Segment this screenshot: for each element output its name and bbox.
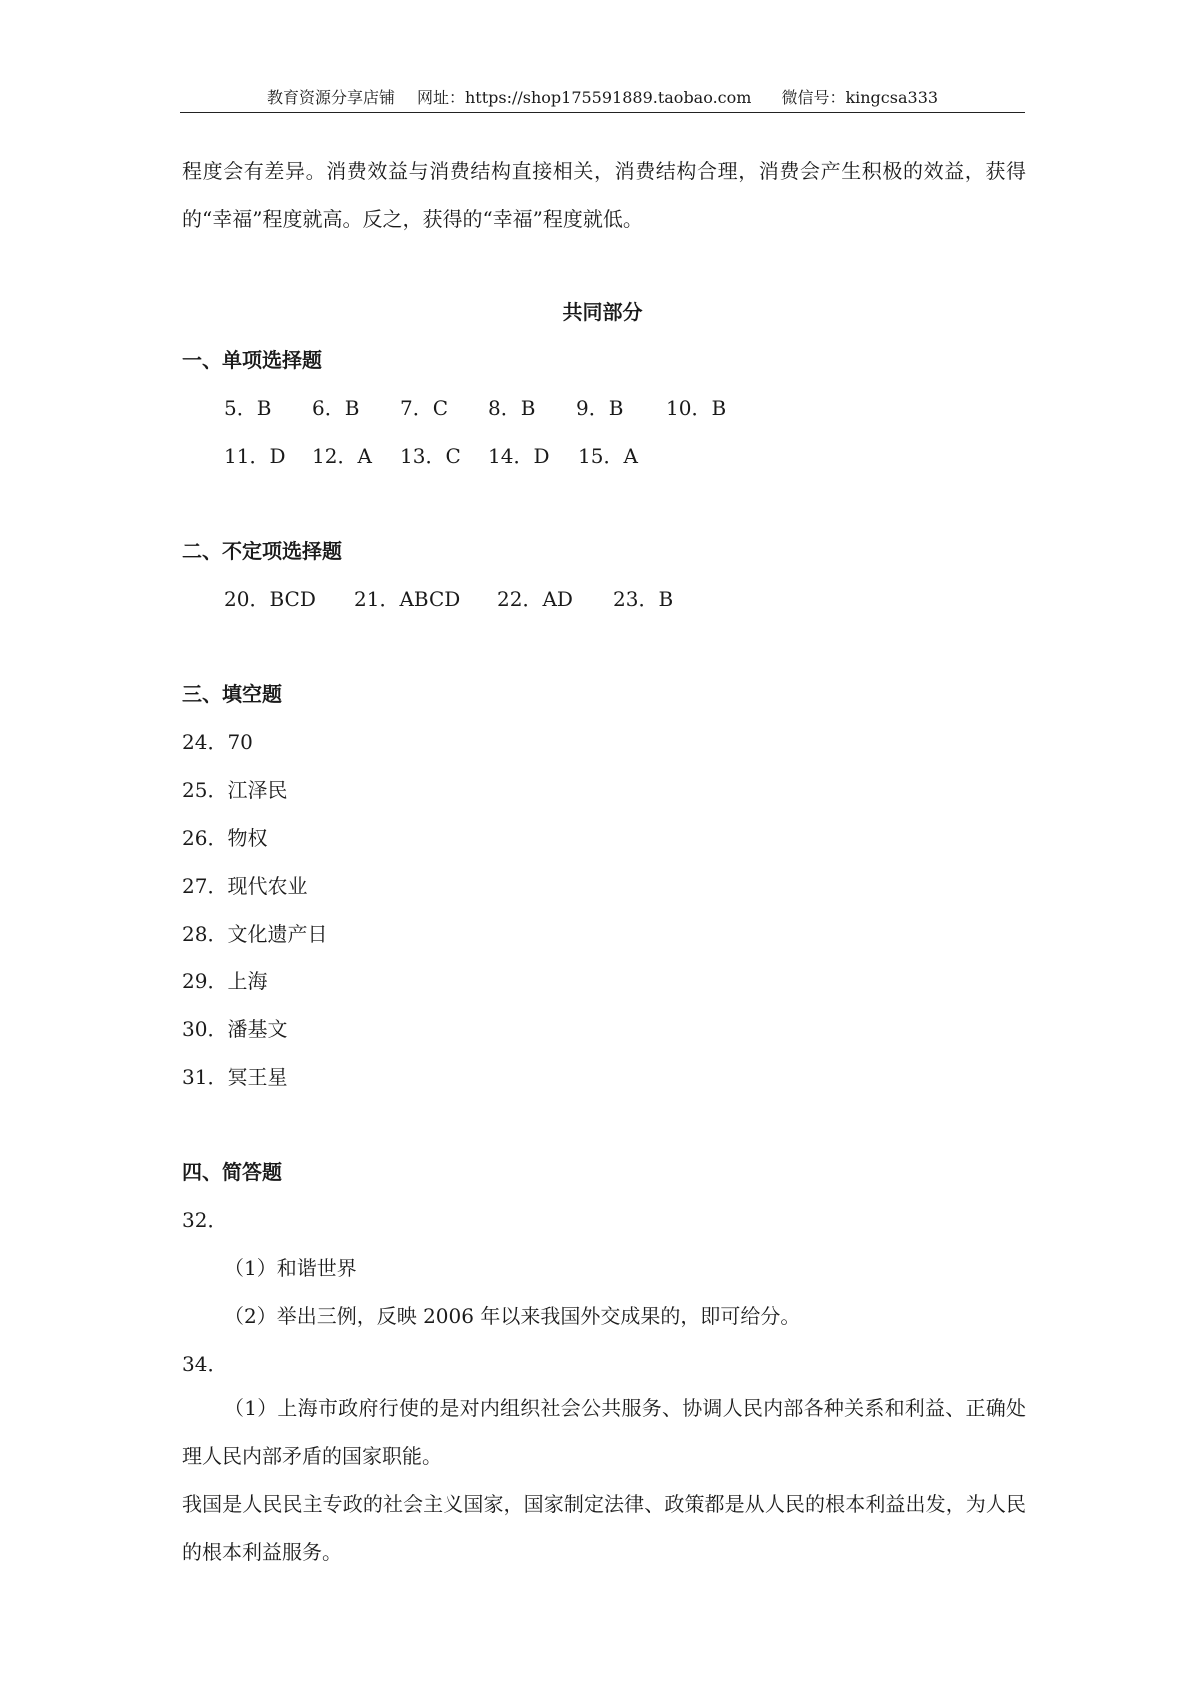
question-34-label: 34． [182, 1352, 228, 1376]
multi-choice-row-1 [224, 585, 673, 613]
answer-item: 13．C [400, 444, 461, 468]
answer-item: 8．B [488, 396, 536, 420]
fill-blank-heading: 三、填空题 [182, 682, 282, 706]
single-choice-row-2 [224, 442, 638, 470]
question-32-label: 32． [182, 1208, 228, 1232]
section-title: 共同部分 [562, 300, 643, 324]
answer-item: 23．B [613, 587, 674, 611]
intro-paragraph: 程度会有差异。消费效益与消费结构直接相关，消费结构合理，消费会产生积极的效益，获得的“幸福”程度就高。反之，获得的“幸福”程度就低。 [182, 159, 1026, 231]
single-choice-heading: 一、单项选择题 [182, 348, 322, 372]
answer-item: 11．D [224, 444, 286, 468]
answer-item: 15．A [578, 444, 638, 468]
single-choice-row-1 [224, 394, 726, 422]
answer-item: 10．B [666, 396, 727, 420]
multi-choice-heading: 二、不定项选择题 [182, 539, 342, 563]
answer-item: 21．ABCD [354, 587, 461, 611]
question-32-part-1: （1）和谐世界 [224, 1256, 357, 1280]
fill-blank-item: 31．冥王星 [182, 1065, 288, 1089]
fill-blank-item: 27．现代农业 [182, 874, 308, 898]
header-shop-name: 教育资源分享店铺 [266, 88, 395, 107]
answer-item: 22．AD [497, 587, 573, 611]
header-wechat-id: 微信号：kingcsa333 [781, 88, 939, 107]
short-answer-heading: 四、简答题 [182, 1160, 282, 1184]
answer-item: 14．D [488, 444, 550, 468]
fill-blank-item: 29．上海 [182, 969, 268, 993]
fill-blank-item: 25．江泽民 [182, 778, 288, 802]
fill-blank-item: 30．潘基文 [182, 1017, 288, 1041]
header-shop-url: 网址：https://shop175591889.taobao.com [416, 88, 752, 107]
question-34-part-2: 我国是人民民主专政的社会主义国家，国家制定法律、政策都是从人民的根本利益出发，为人民的根本利益服务。 [182, 1492, 1026, 1564]
answer-item: 12．A [312, 444, 372, 468]
question-32-part-2: （2）举出三例，反映 2006 年以来我国外交成果的，即可给分。 [224, 1304, 801, 1328]
fill-blank-item: 24．70 [182, 730, 253, 754]
answer-item: 9．B [576, 396, 624, 420]
fill-blank-item: 28．文化遗产日 [182, 922, 328, 946]
answer-item: 5．B [224, 396, 272, 420]
page-header [180, 84, 1025, 113]
question-34-part-1: （1）上海市政府行使的是对内组织社会公共服务、协调人民内部各种关系和利益、正确处理人民内部矛盾的国家职能。 [182, 1396, 1026, 1468]
fill-blank-item: 26．物权 [182, 826, 268, 850]
answer-item: 7．C [400, 396, 449, 420]
answer-item: 20．BCD [224, 587, 316, 611]
answer-item: 6．B [312, 396, 360, 420]
